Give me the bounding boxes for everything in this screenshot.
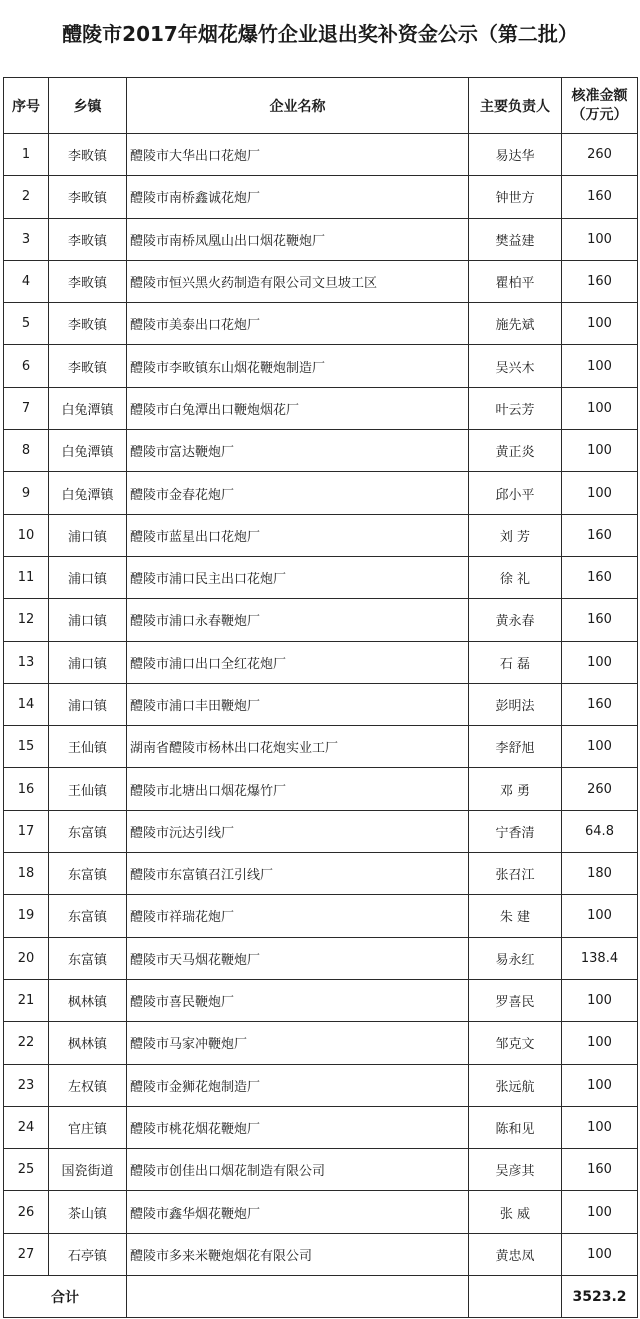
cell-amount: 100 [562, 979, 638, 1021]
cell-no: 21 [4, 979, 49, 1021]
cell-no: 25 [4, 1149, 49, 1191]
cell-person: 刘 芳 [469, 514, 562, 556]
cell-amount: 100 [562, 472, 638, 514]
cell-amount: 100 [562, 1233, 638, 1275]
cell-town: 王仙镇 [49, 726, 127, 768]
cell-company: 醴陵市多来米鞭炮烟花有限公司 [127, 1233, 469, 1275]
header-town: 乡镇 [49, 78, 127, 134]
cell-town: 枫林镇 [49, 1022, 127, 1064]
cell-no: 9 [4, 472, 49, 514]
table-row [4, 218, 638, 260]
cell-person: 吴彦其 [469, 1149, 562, 1191]
cell-no: 19 [4, 895, 49, 937]
cell-company: 醴陵市富达鞭炮厂 [127, 430, 469, 472]
cell-no: 5 [4, 303, 49, 345]
cell-company: 醴陵市沅达引线厂 [127, 810, 469, 852]
cell-town: 浦口镇 [49, 683, 127, 725]
cell-no: 1 [4, 134, 49, 176]
cell-no: 4 [4, 260, 49, 302]
cell-no: 20 [4, 937, 49, 979]
cell-company: 醴陵市大华出口花炮厂 [127, 134, 469, 176]
cell-town: 李畋镇 [49, 260, 127, 302]
cell-amount: 100 [562, 387, 638, 429]
cell-town: 李畋镇 [49, 218, 127, 260]
cell-company: 醴陵市蓝星出口花炮厂 [127, 514, 469, 556]
cell-amount: 64.8 [562, 810, 638, 852]
table-row [4, 1106, 638, 1148]
cell-town: 白兔潭镇 [49, 472, 127, 514]
table-row [4, 1233, 638, 1275]
table-row [4, 810, 638, 852]
table-row [4, 556, 638, 598]
cell-no: 13 [4, 641, 49, 683]
cell-company: 醴陵市浦口民主出口花炮厂 [127, 556, 469, 598]
cell-amount: 160 [562, 260, 638, 302]
cell-company: 醴陵市马家冲鞭炮厂 [127, 1022, 469, 1064]
cell-amount: 180 [562, 853, 638, 895]
cell-town: 东富镇 [49, 937, 127, 979]
cell-town: 东富镇 [49, 810, 127, 852]
cell-company: 醴陵市美泰出口花炮厂 [127, 303, 469, 345]
cell-town: 白兔潭镇 [49, 430, 127, 472]
cell-no: 27 [4, 1233, 49, 1275]
total-label: 合计 [4, 1276, 127, 1318]
table-row [4, 895, 638, 937]
cell-company: 醴陵市金春花炮厂 [127, 472, 469, 514]
cell-person: 陈和见 [469, 1106, 562, 1148]
cell-amount: 100 [562, 218, 638, 260]
cell-no: 7 [4, 387, 49, 429]
cell-amount: 160 [562, 556, 638, 598]
cell-amount: 100 [562, 430, 638, 472]
cell-no: 18 [4, 853, 49, 895]
cell-town: 浦口镇 [49, 641, 127, 683]
cell-company: 醴陵市东富镇召江引线厂 [127, 853, 469, 895]
cell-person: 黄忠凤 [469, 1233, 562, 1275]
cell-town: 枫林镇 [49, 979, 127, 1021]
cell-town: 浦口镇 [49, 556, 127, 598]
table-row [4, 260, 638, 302]
header-person: 主要负责人 [469, 78, 562, 134]
cell-person: 朱 建 [469, 895, 562, 937]
cell-person: 李舒旭 [469, 726, 562, 768]
table-row [4, 937, 638, 979]
table-header-row [4, 78, 638, 134]
page-title: 醴陵市2017年烟花爆竹企业退出奖补资金公示（第二批） [62, 22, 578, 46]
cell-person: 邱小平 [469, 472, 562, 514]
cell-amount: 100 [562, 1191, 638, 1233]
table-row [4, 726, 638, 768]
cell-town: 浦口镇 [49, 514, 127, 556]
table-body [4, 134, 638, 1276]
cell-company: 醴陵市喜民鞭炮厂 [127, 979, 469, 1021]
table-row [4, 514, 638, 556]
header-amount [562, 78, 638, 134]
cell-amount: 100 [562, 895, 638, 937]
cell-company: 醴陵市北塘出口烟花爆竹厂 [127, 768, 469, 810]
cell-person: 钟世方 [469, 176, 562, 218]
table-row [4, 641, 638, 683]
cell-company: 醴陵市恒兴黑火药制造有限公司文旦坡工区 [127, 260, 469, 302]
cell-no: 26 [4, 1191, 49, 1233]
cell-amount: 160 [562, 1149, 638, 1191]
cell-company: 醴陵市李畋镇东山烟花鞭炮制造厂 [127, 345, 469, 387]
cell-no: 8 [4, 430, 49, 472]
cell-company: 醴陵市金狮花炮制造厂 [127, 1064, 469, 1106]
cell-amount: 160 [562, 176, 638, 218]
cell-company: 醴陵市创佳出口烟花制造有限公司 [127, 1149, 469, 1191]
cell-town: 东富镇 [49, 895, 127, 937]
cell-town: 李畋镇 [49, 176, 127, 218]
cell-no: 24 [4, 1106, 49, 1148]
cell-town: 东富镇 [49, 853, 127, 895]
cell-no: 6 [4, 345, 49, 387]
cell-company: 醴陵市天马烟花鞭炮厂 [127, 937, 469, 979]
cell-amount: 138.4 [562, 937, 638, 979]
cell-town: 茶山镇 [49, 1191, 127, 1233]
cell-person: 黄正炎 [469, 430, 562, 472]
cell-person: 黄永春 [469, 599, 562, 641]
cell-company: 醴陵市祥瑞花炮厂 [127, 895, 469, 937]
cell-person: 宁香清 [469, 810, 562, 852]
table-row [4, 430, 638, 472]
cell-town: 李畋镇 [49, 345, 127, 387]
table-row [4, 979, 638, 1021]
table-row [4, 134, 638, 176]
cell-person: 易永红 [469, 937, 562, 979]
table-row [4, 853, 638, 895]
cell-town: 李畋镇 [49, 134, 127, 176]
cell-no: 2 [4, 176, 49, 218]
table-row [4, 768, 638, 810]
cell-company: 醴陵市南桥凤凰山出口烟花鞭炮厂 [127, 218, 469, 260]
cell-person: 张召江 [469, 853, 562, 895]
cell-no: 14 [4, 683, 49, 725]
header-amount-line1: 核准金额 [571, 87, 628, 104]
cell-person: 石 磊 [469, 641, 562, 683]
table-row [4, 683, 638, 725]
cell-no: 3 [4, 218, 49, 260]
cell-company: 醴陵市浦口丰田鞭炮厂 [127, 683, 469, 725]
cell-no: 10 [4, 514, 49, 556]
cell-company: 湖南省醴陵市杨林出口花炮实业工厂 [127, 726, 469, 768]
cell-town: 王仙镇 [49, 768, 127, 810]
cell-person: 罗喜民 [469, 979, 562, 1021]
cell-person: 叶云芳 [469, 387, 562, 429]
cell-person: 易达华 [469, 134, 562, 176]
cell-company: 醴陵市浦口出口全红花炮厂 [127, 641, 469, 683]
cell-no: 12 [4, 599, 49, 641]
cell-company: 醴陵市南桥鑫诚花炮厂 [127, 176, 469, 218]
cell-no: 23 [4, 1064, 49, 1106]
cell-amount: 160 [562, 514, 638, 556]
cell-amount: 100 [562, 1106, 638, 1148]
cell-no: 17 [4, 810, 49, 852]
subsidy-table [3, 77, 638, 1318]
table-row [4, 1191, 638, 1233]
cell-company: 醴陵市桃花烟花鞭炮厂 [127, 1106, 469, 1148]
cell-company: 醴陵市鑫华烟花鞭炮厂 [127, 1191, 469, 1233]
cell-town: 白兔潭镇 [49, 387, 127, 429]
cell-amount: 160 [562, 599, 638, 641]
cell-no: 16 [4, 768, 49, 810]
cell-no: 22 [4, 1022, 49, 1064]
table-row [4, 345, 638, 387]
table-row [4, 1149, 638, 1191]
cell-amount: 160 [562, 683, 638, 725]
header-company: 企业名称 [127, 78, 469, 134]
cell-person: 吴兴木 [469, 345, 562, 387]
cell-amount: 100 [562, 1022, 638, 1064]
cell-amount: 100 [562, 303, 638, 345]
cell-person: 樊益建 [469, 218, 562, 260]
table-row [4, 1022, 638, 1064]
total-empty-company [127, 1276, 469, 1318]
table-row [4, 599, 638, 641]
table-row [4, 387, 638, 429]
cell-person: 瞿柏平 [469, 260, 562, 302]
cell-amount: 100 [562, 641, 638, 683]
cell-person: 徐 礼 [469, 556, 562, 598]
cell-amount: 260 [562, 768, 638, 810]
cell-person: 张 威 [469, 1191, 562, 1233]
cell-company: 醴陵市浦口永春鞭炮厂 [127, 599, 469, 641]
cell-person: 张远航 [469, 1064, 562, 1106]
cell-town: 国瓷街道 [49, 1149, 127, 1191]
cell-amount: 260 [562, 134, 638, 176]
total-amount: 3523.2 [562, 1276, 638, 1318]
header-no: 序号 [4, 78, 49, 134]
total-row [4, 1276, 638, 1318]
table-row [4, 472, 638, 514]
cell-town: 官庄镇 [49, 1106, 127, 1148]
header-amount-line2: （万元） [571, 106, 628, 123]
cell-person: 邓 勇 [469, 768, 562, 810]
cell-town: 石亭镇 [49, 1233, 127, 1275]
cell-town: 浦口镇 [49, 599, 127, 641]
table-row [4, 176, 638, 218]
total-empty-person [469, 1276, 562, 1318]
cell-town: 左权镇 [49, 1064, 127, 1106]
cell-no: 11 [4, 556, 49, 598]
cell-person: 彭明法 [469, 683, 562, 725]
table-row [4, 1064, 638, 1106]
cell-town: 李畋镇 [49, 303, 127, 345]
cell-company: 醴陵市白兔潭出口鞭炮烟花厂 [127, 387, 469, 429]
table-row [4, 303, 638, 345]
cell-person: 邹克文 [469, 1022, 562, 1064]
cell-amount: 100 [562, 345, 638, 387]
cell-amount: 100 [562, 1064, 638, 1106]
cell-person: 施先斌 [469, 303, 562, 345]
cell-amount: 100 [562, 726, 638, 768]
cell-no: 15 [4, 726, 49, 768]
